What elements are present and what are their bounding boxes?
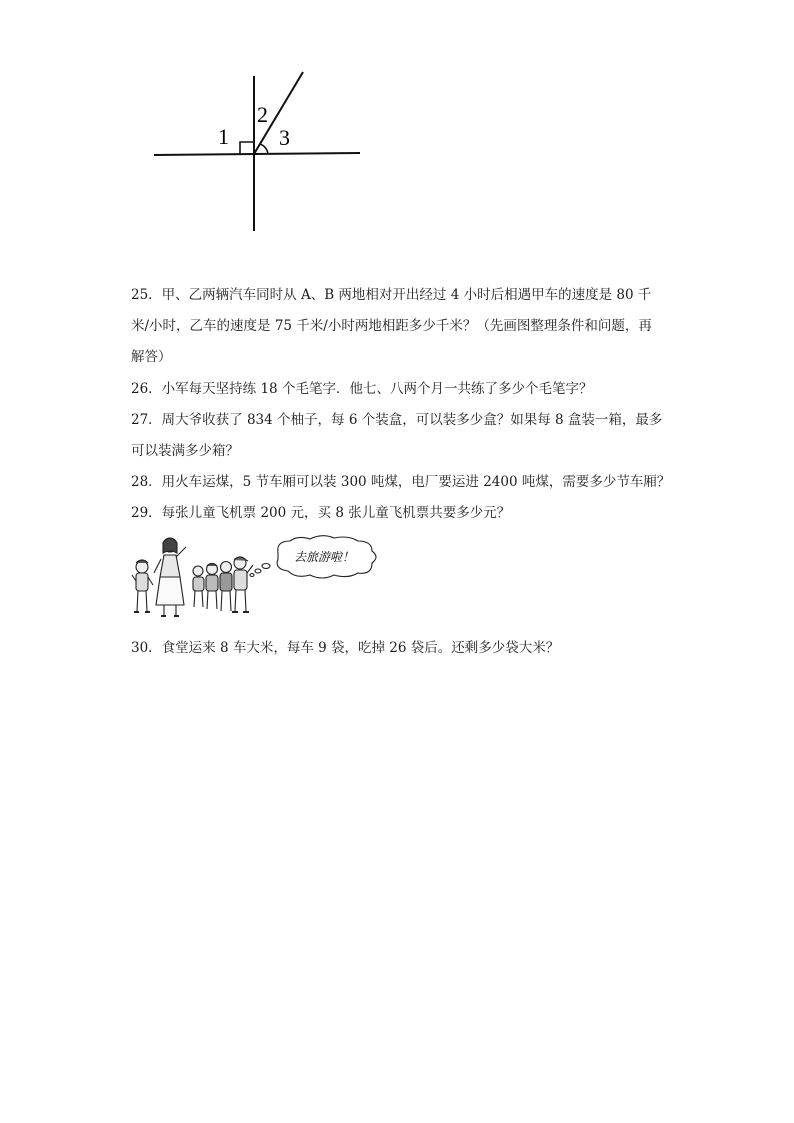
travel-illustration <box>128 533 393 620</box>
question-line: 可以装满多少箱？ <box>131 443 239 459</box>
question-line: 28．用火车运煤，5 节车厢可以装 300 吨煤，电厂要运进 2400 吨煤，需要多少节车厢？ <box>131 474 671 490</box>
question-27 <box>131 405 671 467</box>
question-line: 25．甲、乙两辆汽车同时从 A、B 两地相对开出经过 4 小时后相遇甲车的速度是 80 千 <box>131 287 652 303</box>
label-1: 1 <box>218 124 229 149</box>
speech-bubble-text: 去旅游啦！ <box>294 550 355 564</box>
teacher-figure <box>154 538 186 616</box>
children-group <box>193 557 253 612</box>
question-line: 29．每张儿童飞机票 200 元，买 8 张儿童飞机票共要多少元？ <box>131 505 511 521</box>
angle-figure <box>150 68 365 233</box>
angle-arc <box>260 144 268 154</box>
child-figure <box>132 560 153 612</box>
label-2: 2 <box>257 102 268 127</box>
question-line: 米/小时，乙车的速度是 75 千米/小时两地相距多少千米？（先画图整理条件和问题，再 <box>131 318 652 334</box>
horizontal-line <box>154 153 360 155</box>
right-angle-mark <box>240 142 254 154</box>
question-26 <box>131 374 671 405</box>
question-line: 27．周大爷收获了 834 个柚子，每 6 个装盒，可以装多少盒？如果每 8 盒装一箱，最多 <box>131 412 663 428</box>
label-3: 3 <box>279 125 290 150</box>
question-line: 26．小军每天坚持练 18 个毛笔字．他七、八两个月一共练了多少个毛笔字？ <box>131 381 593 397</box>
question-line: 30．食堂运来 8 车大米，每车 9 袋，吃掉 26 袋后。还剩多少袋大米？ <box>131 640 560 656</box>
question-30 <box>131 633 671 664</box>
question-28 <box>131 467 671 498</box>
question-line: 解答） <box>131 349 172 365</box>
question-25 <box>131 280 671 373</box>
question-29 <box>131 498 671 529</box>
